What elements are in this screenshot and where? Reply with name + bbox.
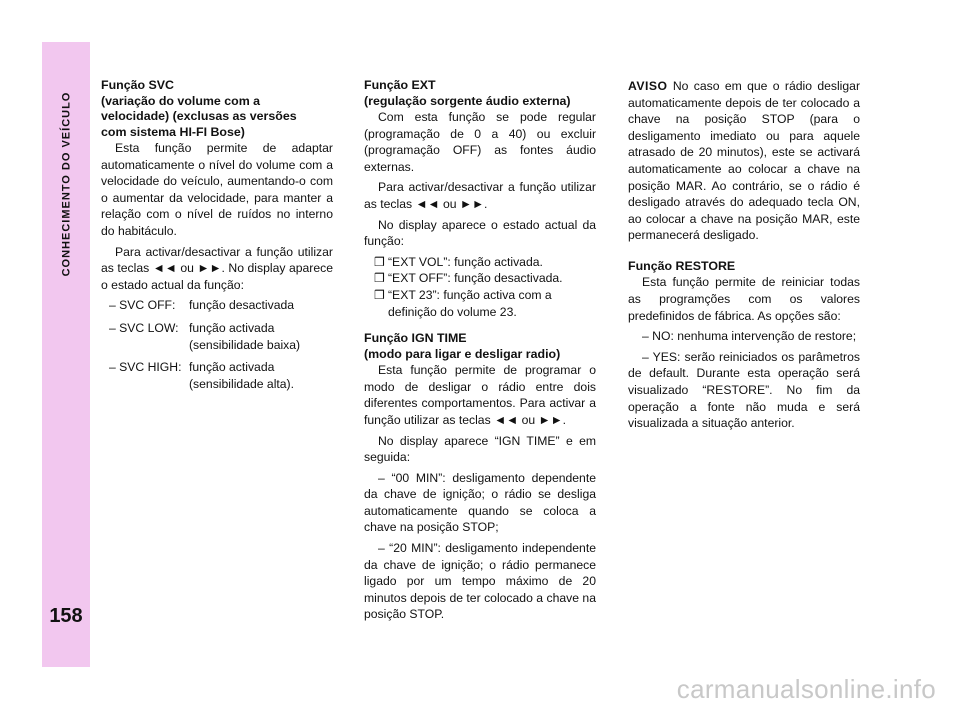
ign-paragraph-4: – “20 MIN”: desligamento independente da chave de ignição; o rádio permanece ligado por um tempo máximo de 20 minutos depois de ter colocado a chave na posição STOP. xyxy=(364,541,596,622)
ext-option-item: ❒ “EXT 23”: função activa com a definição do volume 23. xyxy=(374,287,552,319)
page-number: 158 xyxy=(49,605,83,627)
aviso-label: AVISO xyxy=(628,79,668,93)
restore-paragraph-2: – NO: nenhuma intervenção de restore; xyxy=(642,329,857,344)
svc-paragraph-2: Para activar/desactivar a função utilizar as teclas ◄◄ ou ►►. No display aparece o estado actual da função: xyxy=(101,244,333,292)
checkbox-bullet-icon: ❒ xyxy=(374,254,385,269)
ext-option-item: ❒ “EXT OFF”: função desactivada. xyxy=(374,271,563,286)
svc-paragraph-1: Esta função permite de adaptar automaticamente o nível do volume com a velocidade do veículo, aumentando-o com o aumentar da velocidade, para manter a relação com o nível de ruídos no interno do habitáculo. xyxy=(101,141,333,238)
ext-paragraph-1: Com esta função se pode regular (programação de 0 a 40) ou excluir (programação OFF) as fontes áudio externas. xyxy=(364,110,596,174)
ext-heading: Função EXT (regulação sorgente áudio externa) xyxy=(364,78,571,108)
restore-paragraph-1: Esta função permite de reiniciar todas as programções com os valores predefinidos de fábrica. As opções são: xyxy=(628,275,860,323)
svc-heading: Função SVC (variação do volume com a velocidade) (exclusas as versões com sistema HI-FI Bose) xyxy=(101,78,297,139)
ign-heading: Função IGN TIME (modo para ligar e desligar radio) xyxy=(364,331,561,361)
ext-paragraph-3: No display aparece o estado actual da função: xyxy=(364,217,596,249)
column-2 xyxy=(364,78,596,627)
restore-heading: Função RESTORE xyxy=(628,258,736,273)
svc-option-row: – SVC HIGH: função activada (sensibilidade alta). xyxy=(109,360,295,391)
checkbox-bullet-icon: ❒ xyxy=(374,287,385,302)
watermark: carmanualsonline.info xyxy=(676,674,936,704)
section-title: CONHECIMENTO DO VEÍCULO xyxy=(60,91,73,277)
ext-paragraph-2: Para activar/desactivar a função utilizar as teclas ◄◄ ou ►►. xyxy=(364,180,596,211)
aviso-paragraph: AVISO No caso em que o rádio desligar automaticamente depois de ter colocado a chave na posição STOP (para o desligamento imediato ou para aquele atrasado de 20 minutos), este se activará automaticamente ao colocar a chave na posição MAR. Ao contrário, se o rádio é desligado através do adequado tecla ON, ao colocar a chave na posição MAR, este permanecerá desligado. xyxy=(628,79,861,243)
ign-paragraph-1: Esta função permite de programar o modo de desligar o rádio entre dois diferentes comportamentos. Para activar a função utilizar as teclas ◄◄ ou ►►. xyxy=(364,363,596,427)
ign-paragraph-2: No display aparece “IGN TIME” e em seguida: xyxy=(364,433,596,465)
column-1 xyxy=(101,78,333,398)
checkbox-bullet-icon: ❒ xyxy=(374,271,385,286)
restore-paragraph-3: – YES: serão reiniciados os parâmetros de default. Durante esta operação será visualizado “RESTORE”. No fim da operação a fonte não muda e será visualizada a situação anterior. xyxy=(628,349,860,431)
svc-option-row: – SVC LOW: função activada (sensibilidade baixa) xyxy=(109,320,301,352)
svc-option-row: – SVC OFF: função desactivada xyxy=(109,298,295,313)
ext-option-item: ❒ “EXT VOL”: função activada. xyxy=(374,254,543,269)
column-3 xyxy=(628,78,860,436)
ign-paragraph-3: – “00 MIN”: desligamento dependente da chave de ignição; o rádio se desliga automaticamente quando se coloca a chave na posição STOP; xyxy=(364,470,596,535)
